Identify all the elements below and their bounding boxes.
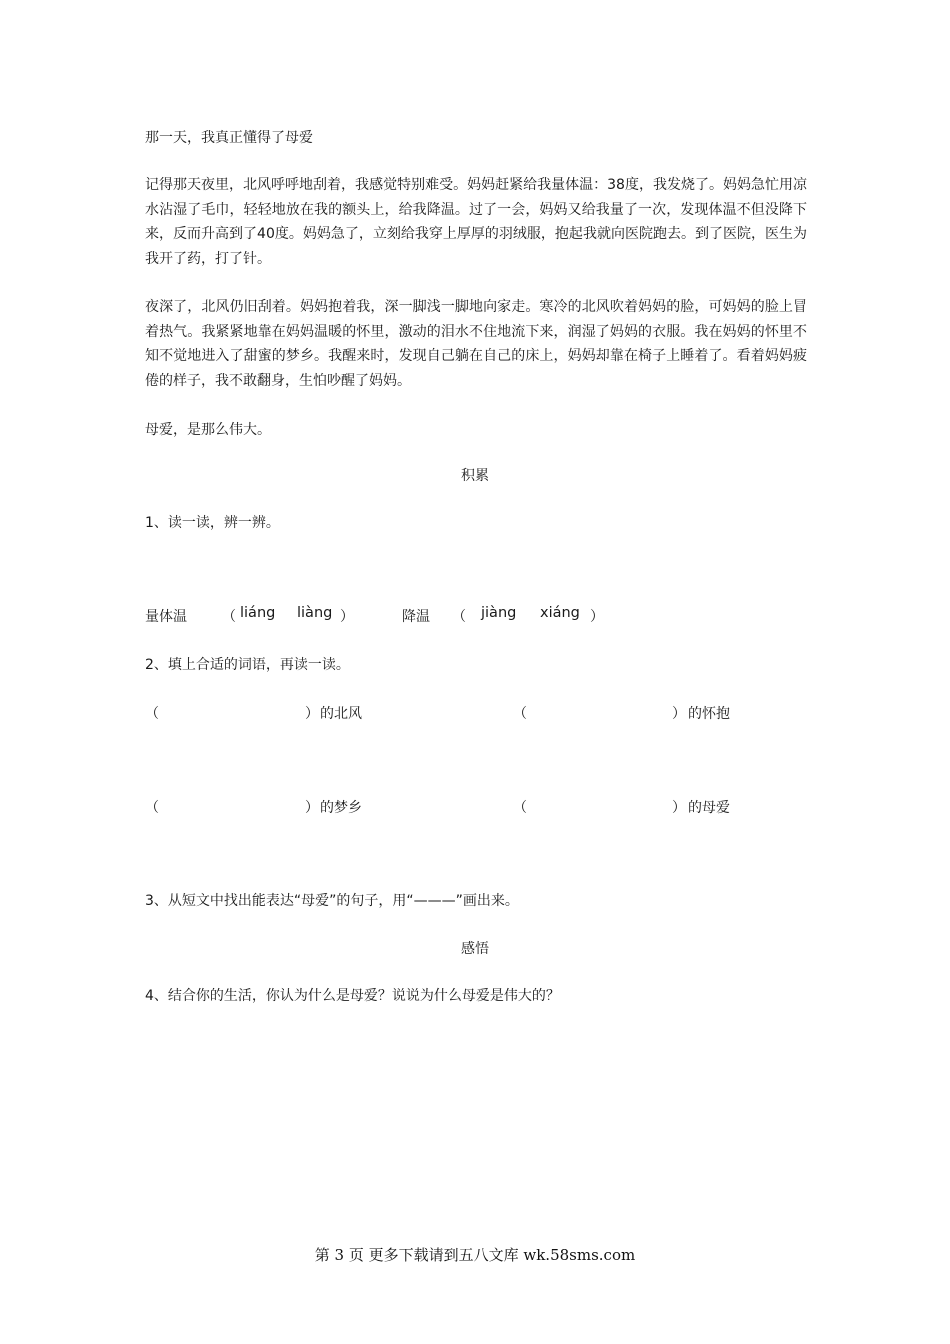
q1-word-2-open-paren: （ <box>452 609 466 625</box>
q1-word-2: 降温 <box>402 609 430 625</box>
q1-word-1-close-paren: ） <box>340 609 354 625</box>
q2-blank-4-suffix: 的母爱 <box>688 800 730 816</box>
q1-word-2-close-paren: ） <box>590 609 604 625</box>
question-2-prompt: 2、填上合适的词语，再读一读。 <box>145 657 350 673</box>
q2-blank-2-open-paren: （ <box>513 706 527 722</box>
question-4-prompt: 4、结合你的生活，你认为什么是母爱？说说为什么母爱是伟大的？ <box>145 988 560 1004</box>
question-3-prompt: 3、从短文中找出能表达“母爱”的句子，用“———”画出来。 <box>145 893 519 909</box>
q2-blank-2-close-paren: ） <box>672 706 686 722</box>
article-title: 那一天，我真正懂得了母爱 <box>145 130 313 146</box>
section-heading-accumulate: 积累 <box>461 468 489 484</box>
q2-blank-3-suffix: 的梦乡 <box>320 800 362 816</box>
q2-blank-3-open-paren: （ <box>145 800 159 816</box>
q1-word-2-option-2[interactable]: xiáng <box>540 605 580 621</box>
q2-blank-4-close-paren: ） <box>672 800 686 816</box>
q2-blank-1-open-paren: （ <box>145 706 159 722</box>
page-footer: 第 3 页 更多下载请到五八文库 wk.58sms.com <box>314 1246 636 1264</box>
q2-blank-4-open-paren: （ <box>513 800 527 816</box>
q2-blank-1[interactable] <box>165 700 300 722</box>
q1-word-2-option-1[interactable]: jiàng <box>481 605 517 621</box>
article-paragraph-3: 母爱，是那么伟大。 <box>145 422 271 438</box>
article-paragraph-2: 夜深了，北风仍旧刮着。妈妈抱着我，深一脚浅一脚地向家走。寒冷的北风吹着妈妈的脸，可妈妈的脸上冒着热气。我紧紧地靠在妈妈温暖的怀里，激动的泪水不住地流下来，润湿了妈妈的衣服。我在妈妈的怀里不知不觉地进入了甜蜜的梦乡。我醒来时，发现自己躺在自己的床上，妈妈却靠在椅子上睡着了。看着妈妈疲倦的样子，我不敢翻身，生怕吵醒了妈妈。 <box>145 299 807 389</box>
q2-blank-2-suffix: 的怀抱 <box>688 706 730 722</box>
q1-word-1-option-2[interactable]: liàng <box>297 605 333 621</box>
article-paragraph-1: 记得那天夜里，北风呼呼地刮着，我感觉特别难受。妈妈赶紧给我量体温：38度，我发烧了。妈妈急忙用凉水沾湿了毛巾，轻轻地放在我的额头上，给我降温。过了一会，妈妈又给我量了一次，发现体温不但没降下来，反而升高到了40度。妈妈急了，立刻给我穿上厚厚的羽绒服，抱起我就向医院跑去。到了医院，医生为我开了药，打了针。 <box>145 177 807 267</box>
q2-blank-3-close-paren: ） <box>305 800 319 816</box>
q1-word-1: 量体温 <box>145 609 187 625</box>
q2-blank-1-suffix: 的北风 <box>320 706 362 722</box>
q2-blank-1-close-paren: ） <box>305 706 319 722</box>
q1-word-1-open-paren: （ <box>222 609 236 625</box>
q1-word-1-option-1[interactable]: liáng <box>240 605 276 621</box>
q2-blank-4[interactable] <box>533 794 668 816</box>
question-1-prompt: 1、读一读，辨一辨。 <box>145 515 280 531</box>
q2-blank-3[interactable] <box>165 794 300 816</box>
q2-blank-2[interactable] <box>533 700 668 722</box>
section-heading-insight: 感悟 <box>461 941 489 957</box>
